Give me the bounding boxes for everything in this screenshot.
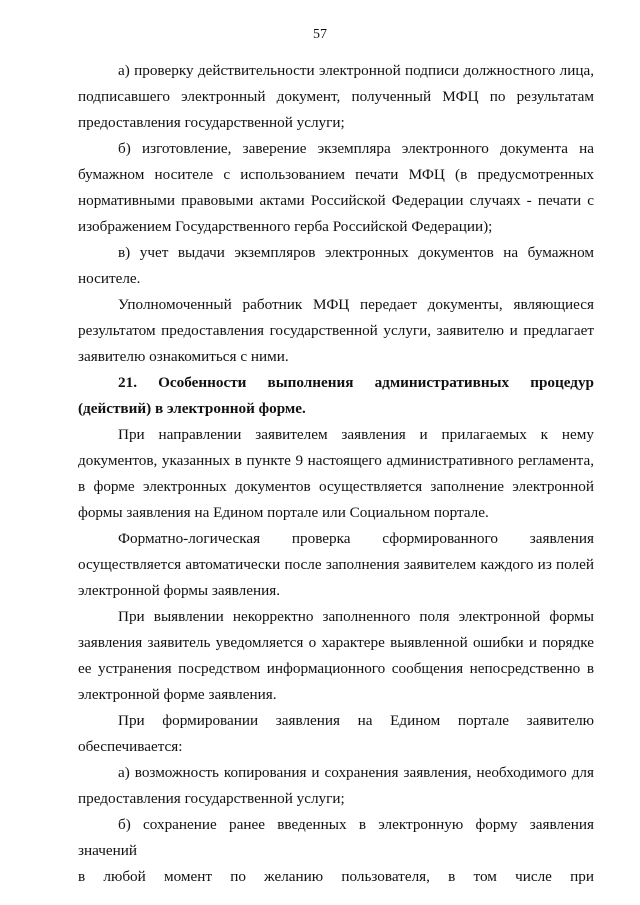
paragraph-mfc-transfer: Уполномоченный работник МФЦ передает документы, являющиеся результатом предоставления государственной услуги, заявителю и предлагает заявителю ознакомиться с ними. — [78, 296, 594, 365]
paragraph-b-continuation: в любой момент по желанию пользователя, в том числе при — [78, 868, 594, 885]
paragraph-b-paper-copy: б) изготовление, заверение экземпляра электронного документа на бумажном носителе с использованием печати МФЦ (в предусмотренных нормативными правовыми актами Российской Федерации случаях - печати с изображением Государственного герба Российской Федерации); — [78, 140, 594, 235]
paragraph-format-check: Форматно-логическая проверка сформированного заявления осуществляется автоматически после заполнения заявителем каждого из полей электронной формы заявления. — [78, 530, 594, 599]
paragraph-b-saved-values: б) сохранение ранее введенных в электронную форму заявления значений — [78, 816, 594, 859]
paragraph-a-copy-save: а) возможность копирования и сохранения заявления, необходимого для предоставления государственной услуги; — [78, 764, 594, 807]
paragraph-electronic-submission: При направлении заявителем заявления и прилагаемых к нему документов, указанных в пункте 9 настоящего административного регламента, в форме электронных документов осуществляется заполнение электронной формы заявления на Едином портале или Социальном портале. — [78, 426, 594, 521]
paragraph-v-accounting: в) учет выдачи экземпляров электронных документов на бумажном носителе. — [78, 244, 594, 287]
section-heading-21: 21. Особенности выполнения административных процедур (действий) в электронной форме. — [78, 374, 594, 417]
paragraph-portal-provisions: При формировании заявления на Едином портале заявителю обеспечивается: — [78, 712, 594, 755]
paragraph-error-notification: При выявлении некорректно заполненного поля электронной формы заявления заявитель уведомляется о характере выявленной ошибки и порядке ее устранения посредством информационного сообщения непосредственно в электронной форме заявления. — [78, 608, 594, 703]
paragraph-a-signature-check: а) проверку действительности электронной подписи должностного лица, подписавшего электронный документ, полученный МФЦ по результатам предоставления государственной услуги; — [78, 62, 594, 131]
document-body — [78, 58, 594, 890]
page-number: 57 — [313, 27, 327, 42]
